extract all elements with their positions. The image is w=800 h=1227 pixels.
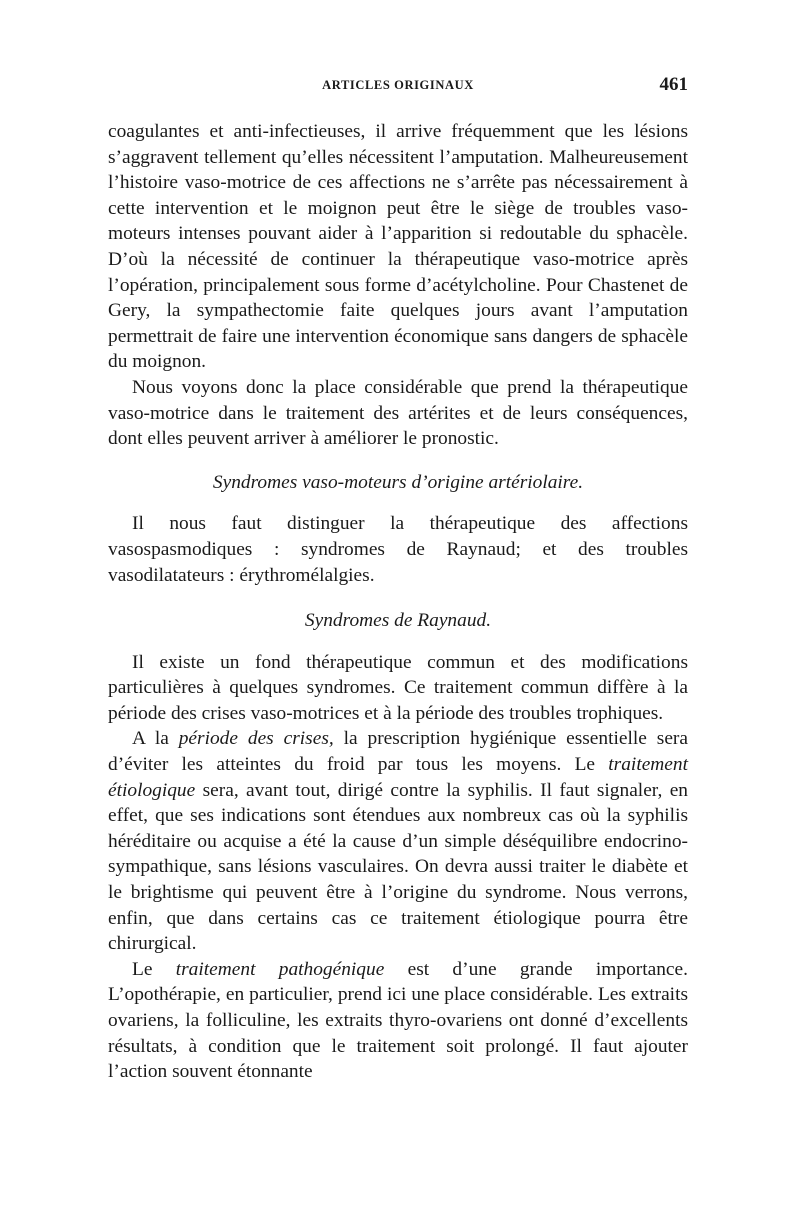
paragraph-6-end: est d’une grande importance. L’opothérapie, en particulier, prend ici une place considérable. Les extraits ovariens, la folliculine, les extraits thyro-ovariens ont donné d’excellents résultats, à condition que le traitement soit prolongé. Il faut ajouter l’action souvent étonnante	[108, 958, 688, 1083]
section-heading-vaso-moteurs: Syndromes vaso-moteurs d’origine artériolaire.	[212, 471, 584, 493]
paragraph-5-italic-periode: période des crises,	[178, 728, 334, 750]
paragraph-1: coagulantes et anti-infectieuses, il arrive fréquemment que les lésions s’aggravent tellement qu’elles nécessitent l’amputation. Malheureusement l’histoire vaso-motrice de ces affections ne s’arrête pas nécessairement à cette intervention et le moignon peut être le siège de troubles vaso-moteurs intenses pouvant aider à l’apparition si redoutable du sphacèle. D’où la nécessité de continuer la thérapeutique vaso-motrice après l’opération, principalement sous forme d’acétylcholine. Pour Chastenet de Gery, la sympathectomie faite quelques jours avant l’amputation permettrait de faire une intervention économique sans dangers de sphacèle du moignon.	[108, 121, 688, 373]
paragraph-5-italic-etiologique: traitement étiologique	[108, 754, 688, 801]
paragraph-6	[108, 957, 688, 1085]
paragraph-6-italic-pathogenique: traitement pathogénique	[175, 958, 385, 980]
paragraph-5-start: A la	[132, 728, 179, 750]
running-title: ARTICLES ORIGINAUX	[322, 78, 474, 92]
body-text	[108, 119, 688, 1085]
paragraph-3: Il nous faut distinguer la thérapeutique des affections vasospasmodiques : syndromes de Raynaud; et des troubles vasodilatateurs : érythromélalgies.	[108, 513, 688, 586]
paragraph-5-mid: la prescription hygiénique essentielle sera d’éviter les atteintes du froid par tous les moyens. Le	[108, 728, 688, 776]
running-head	[108, 74, 688, 100]
page-number: 461	[659, 74, 688, 95]
paragraph-5-end: sera, avant tout, dirigé contre la syphilis. Il faut signaler, en effet, que ses indications sont étendues aux nombreux cas où la syphilis héréditaire ou acquise a été la cause d’un simple déséquilibre endocrino-sympathique, sans lésions vasculaires. On devra aussi traiter le diabète et le brightisme qui peuvent être à l’origine du syndrome. Nous verrons, enfin, que dans certains cas ce traitement étiologique pourra être chirurgical.	[108, 779, 688, 955]
paragraph-2: Nous voyons donc la place considérable que prend la thérapeutique vaso-motrice dans le traitement des artérites et de leurs conséquences, dont elles peuvent arriver à améliorer le pronostic.	[108, 376, 688, 450]
section-heading-raynaud: Syndromes de Raynaud.	[304, 610, 492, 632]
paragraph-5	[108, 726, 688, 956]
paragraph-6-start: Le	[132, 958, 176, 980]
paragraph-4: Il existe un fond thérapeutique commun et des modifications particulières à quelques syndromes. Ce traitement commun diffère à la période des crises vaso-motrices et à la période des troubles trophiques.	[108, 651, 688, 724]
